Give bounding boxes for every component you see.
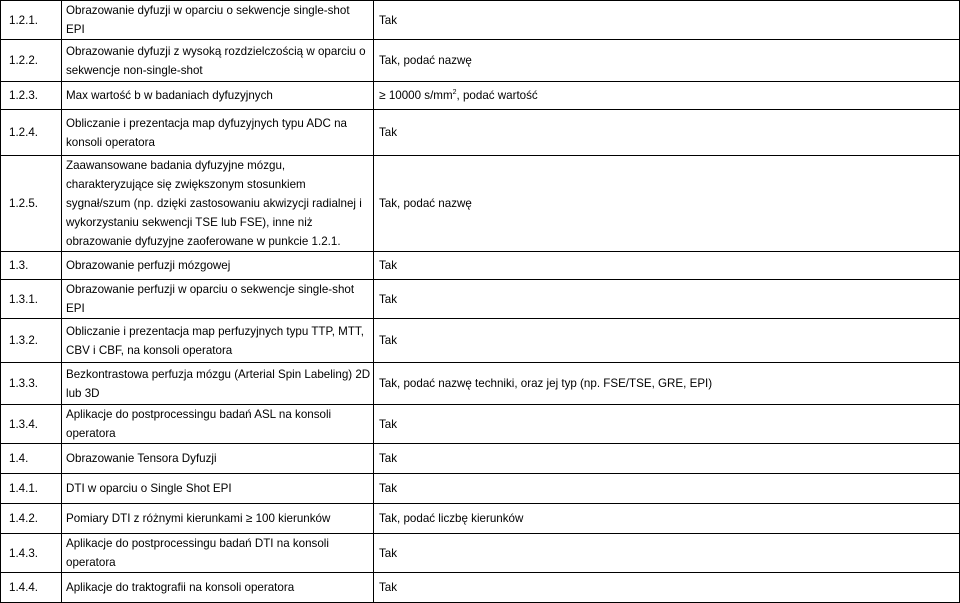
unit-superscript: 2 [452, 89, 457, 96]
row-number: 1.2.3. [1, 82, 62, 110]
row-description: Zaawansowane badania dyfuzyjne mózgu, charakteryzujące się zwiększonym stosunkiem sygnał/szum (np. dzięki zastosowaniu akwizycji radialnej i wykorzystaniu sekwencji TSE lub FSE), inne niż obrazowanie dyfuzyjne zaoferowane w punkcie 1.2.1. [62, 156, 374, 252]
row-requirement [374, 82, 960, 110]
row-number: 1.4.2. [1, 504, 62, 534]
row-number: 1.3.3. [1, 363, 62, 405]
table-row [1, 319, 960, 363]
table-row [1, 252, 960, 280]
table-row [1, 40, 960, 82]
row-requirement: Tak, podać nazwę [374, 156, 960, 252]
table-row [1, 82, 960, 110]
row-description: Aplikacje do postprocessingu badań ASL na konsoli operatora [62, 405, 374, 444]
row-requirement: Tak [374, 110, 960, 156]
row-requirement: Tak [374, 1, 960, 40]
b-value: 10000 s/mm [388, 89, 453, 102]
row-number: 1.2.4. [1, 110, 62, 156]
row-description: DTI w oparciu o Single Shot EPI [62, 474, 374, 504]
row-description: Obliczanie i prezentacja map dyfuzyjnych typu ADC na konsoli operatora [62, 110, 374, 156]
row-description [62, 504, 374, 534]
table-row [1, 474, 960, 504]
table-row [1, 405, 960, 444]
row-number: 1.2.2. [1, 40, 62, 82]
row-number: 1.4.4. [1, 573, 62, 603]
row-requirement: Tak, podać liczbę kierunków [374, 504, 960, 534]
row-requirement: Tak [374, 444, 960, 474]
greater-equal-symbol: ≥ [379, 88, 386, 102]
table-row [1, 156, 960, 252]
row-number: 1.4.3. [1, 534, 62, 573]
row-number: 1.2.5. [1, 156, 62, 252]
table-row [1, 280, 960, 319]
row-description: Obrazowanie dyfuzji z wysoką rozdzielczością w oparciu o sekwencje non-single-shot [62, 40, 374, 82]
row-requirement: Tak, podać nazwę techniki, oraz jej typ (np. FSE/TSE, GRE, EPI) [374, 363, 960, 405]
row-requirement: Tak [374, 573, 960, 603]
row-number: 1.4. [1, 444, 62, 474]
row-description: Obrazowanie perfuzji mózgowej [62, 252, 374, 280]
row-description: Bezkontrastowa perfuzja mózgu (Arterial Spin Labeling) 2D lub 3D [62, 363, 374, 405]
table-row [1, 504, 960, 534]
row-requirement: Tak, podać nazwę [374, 40, 960, 82]
table-row [1, 573, 960, 603]
table-row [1, 1, 960, 40]
row-description: Aplikacje do traktografii na konsoli operatora [62, 573, 374, 603]
table-row [1, 110, 960, 156]
direction-count: 100 kierunków [255, 512, 331, 525]
table-row [1, 363, 960, 405]
row-description: Obrazowanie perfuzji w oparciu o sekwencje single-shot EPI [62, 280, 374, 319]
row-description: Max wartość b w badaniach dyfuzyjnych [62, 82, 374, 110]
description-prefix: Pomiary DTI z różnymi kierunkami [66, 512, 243, 525]
row-number: 1.3. [1, 252, 62, 280]
row-description: Aplikacje do postprocessingu badań DTI na konsoli operatora [62, 534, 374, 573]
row-description: Obliczanie i prezentacja map perfuzyjnych typu TTP, MTT, CBV i CBF, na konsoli operatora [62, 319, 374, 363]
table-row [1, 444, 960, 474]
greater-equal-symbol: ≥ [245, 511, 253, 525]
row-requirement: Tak [374, 405, 960, 444]
row-requirement: Tak [374, 252, 960, 280]
requirement-suffix: , podać wartość [456, 89, 538, 102]
row-number: 1.3.2. [1, 319, 62, 363]
row-number: 1.4.1. [1, 474, 62, 504]
row-description: Obrazowanie dyfuzji w oparciu o sekwencje single-shot EPI [62, 1, 374, 40]
row-requirement: Tak [374, 534, 960, 573]
row-requirement: Tak [374, 280, 960, 319]
table-row [1, 534, 960, 573]
row-number: 1.3.1. [1, 280, 62, 319]
row-requirement: Tak [374, 319, 960, 363]
row-number: 1.3.4. [1, 405, 62, 444]
row-number: 1.2.1. [1, 1, 62, 40]
row-requirement: Tak [374, 474, 960, 504]
row-description: Obrazowanie Tensora Dyfuzji [62, 444, 374, 474]
